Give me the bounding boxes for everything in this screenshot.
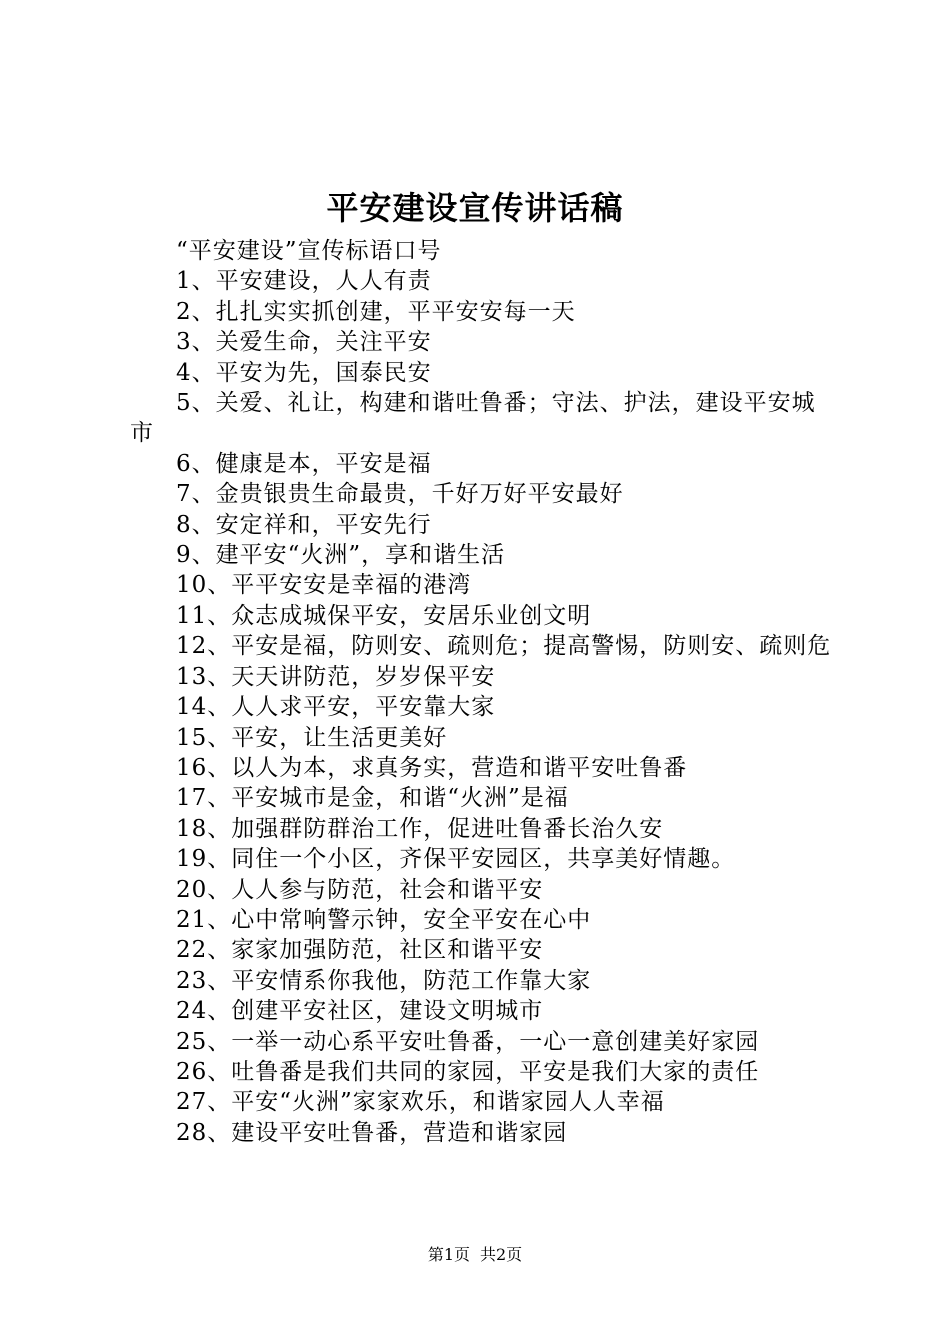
document-body (130, 236, 835, 1148)
slogan-item: 6、健康是本，平安是福 (176, 450, 432, 477)
slogan-item: 19、同住一个小区，齐保平安园区，共享美好情趣。 (176, 846, 736, 873)
slogan-item: 13、天天讲防范，岁岁保平安 (176, 663, 496, 690)
slogan-item: 20、人人参与防范，社会和谐平安 (176, 876, 544, 903)
slogan-item: 23、平安情系你我他，防范工作靠大家 (176, 967, 592, 994)
slogan-item: 7、金贵银贵生命最贵，千好万好平安最好 (176, 481, 624, 508)
slogan-item: 14、人人求平安，平安靠大家 (176, 694, 496, 721)
slogan-list (130, 266, 835, 1148)
slogan-item: 2、扎扎实实抓创建，平平安安每一天 (176, 298, 576, 325)
slogan-item: 8、安定祥和，平安先行 (176, 511, 432, 538)
page-number: 第1页 (427, 1245, 470, 1264)
slogan-item: 3、关爱生命，关注平安 (176, 329, 432, 356)
slogan-item: 17、平安城市是金，和谐“火洲”是福 (176, 785, 569, 812)
slogan-item: 22、家家加强防范，社区和谐平安 (176, 937, 544, 964)
slogan-item: 11、众志成城保平安，安居乐业创文明 (176, 602, 592, 629)
page-title: 平安建设宣传讲话稿 (326, 189, 624, 227)
slogan-item: 9、建平安“火洲”，享和谐生活 (176, 542, 506, 569)
slogan-item: 28、建设平安吐鲁番，营造和谐家园 (176, 1119, 568, 1146)
slogan-item: 10、平平安安是幸福的港湾 (176, 572, 472, 599)
slogan-item: 25、一举一动心系平安吐鲁番，一心一意创建美好家园 (176, 1028, 760, 1055)
slogan-item: 4、平安为先，国泰民安 (176, 359, 432, 386)
page-footer (0, 1244, 950, 1266)
slogan-item: 26、吐鲁番是我们共同的家园，平安是我们大家的责任 (176, 1058, 760, 1085)
slogan-item: 15、平安，让生活更美好 (176, 724, 448, 751)
slogan-item: 12、平安是福，防则安、疏则危；提高警惕，防则安、疏则危 (176, 633, 832, 660)
slogan-item: 21、心中常响警示钟，安全平安在心中 (176, 906, 592, 933)
slogan-item: 27、平安“火洲”家家欢乐，和谐家园人人幸福 (176, 1089, 665, 1116)
slogan-item: 16、以人为本，求真务实，营造和谐平安吐鲁番 (176, 754, 688, 781)
slogan-heading: “平安建设”宣传标语口号 (176, 238, 442, 264)
slogan-item: 18、加强群防群治工作，促进吐鲁番长治久安 (176, 815, 664, 842)
slogan-item: 1、平安建设，人人有责 (176, 268, 432, 295)
slogan-item: 5、关爱、礼让，构建和谐吐鲁番；守法、护法，建设平安城市 (130, 390, 816, 447)
slogan-item: 24、创建平安社区，建设文明城市 (176, 998, 544, 1025)
page-total: 共2页 (480, 1245, 523, 1264)
